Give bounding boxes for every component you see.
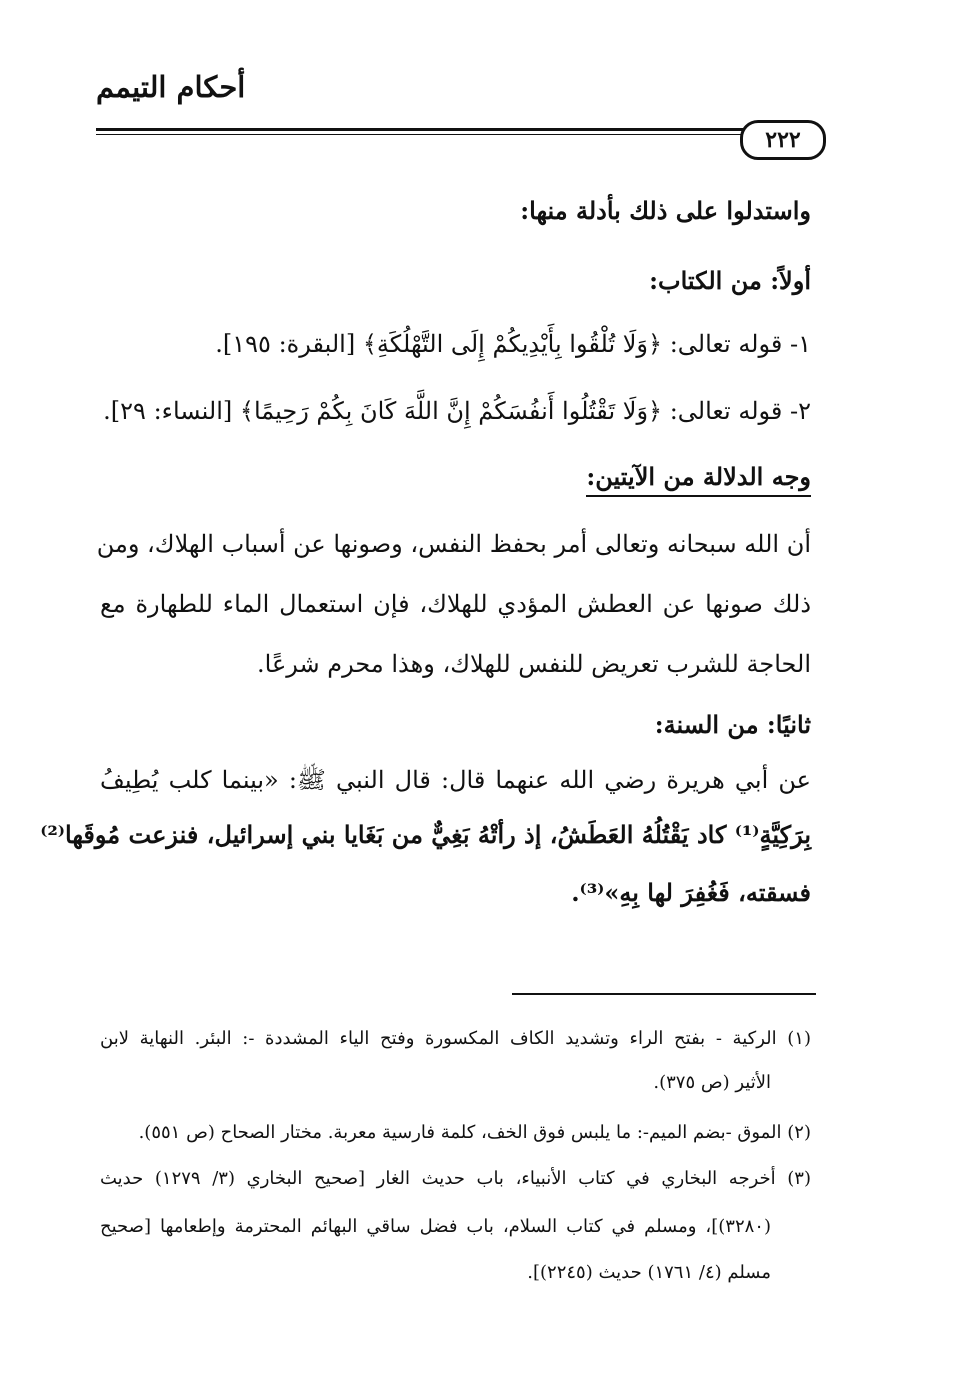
paragraph-1-line-1: أن الله سبحانه وتعالى أمر بحفظ النفس، وصونها عن أسباب الهلاك، ومن [96,530,811,558]
paragraph-2-line-2: بِرَكِيَّةٍ⁽¹⁾ كاد يَقْتُلُهُ العَطَشُ، إذ رأتْهُ بَغِيٌّ من بَغَايا بني إسرائيل، فنزعت مُوقَها⁽²⁾ [40,820,811,849]
footnote-1-line-2: الأثير (ص ٣٧٥). [653,1072,771,1093]
footnote-2: (٢) الموق -بضم الميم-: ما يلبس فوق الخف، كلمة فارسية معربة. مختار الصحاح (ص ٥٥١). [138,1122,811,1143]
footnote-rule [512,993,816,995]
paragraph-2-line-3: فسقته، فَغُفِرَ لها بِهِ»⁽³⁾. [571,878,811,907]
quran-item-2: ٢- قوله تعالى: ﴿وَلَا تَقْتُلُوا أَنفُسَكُمْ إِنَّ اللَّهَ كَانَ بِكُمْ رَحِيمًا﴾ [النساء: ٢٩]. [103,397,811,425]
evidence-heading [586,462,811,491]
section-heading-quran: أولاً: من الكتاب: [649,266,811,295]
running-title: أحكام التيمم [96,70,246,104]
intro-line: واستدلوا على ذلك بأدلة منها: [520,196,811,225]
header-rule [96,128,746,131]
quran-item-1: ١- قوله تعالى: ﴿وَلَا تُلْقُوا بِأَيْدِيكُمْ إِلَى التَّهْلُكَةِ﴾ [البقرة: ١٩٥]. [215,330,811,358]
evidence-heading-text: وجه الدلالة من الآيتين: [586,462,811,497]
header-rule-thin [96,134,746,135]
paragraph-2-line-1: عن أبي هريرة رضي الله عنهما قال: قال النبي ﷺ: «بينما كلب يُطِيفُ [100,766,811,794]
section-heading-sunnah: ثانيًا: من السنة: [654,710,811,739]
footnote-1-line-1: (١) الركية - بفتح الراء وتشديد الكاف المكسورة وفتح الياء المشددة -: البئر. النهاية لابن [100,1028,811,1049]
footnote-3-line-1: (٣) أخرجه البخاري في كتاب الأنبياء، باب حديث الغار [صحيح البخاري (٣/ ١٢٧٩) حديث [100,1168,811,1189]
paragraph-1-line-3: الحاجة للشرب تعريض للنفس للهلاك، وهذا محرم شرعًا. [257,650,811,678]
footnote-3-line-2: (٣٢٨٠)]، ومسلم في كتاب السلام، باب فضل ساقي البهائم المحترمة وإطعامها [صحيح [100,1216,771,1237]
paragraph-1-line-2: ذلك صونها عن العطش المؤدي للهلاك، فإن استعمال الماء للطهارة مع [100,590,811,618]
footnote-3-line-3: مسلم (٤/ ١٧٦١) حديث (٢٢٤٥)]. [527,1262,771,1283]
page-number: ٢٢٢ [740,120,826,160]
